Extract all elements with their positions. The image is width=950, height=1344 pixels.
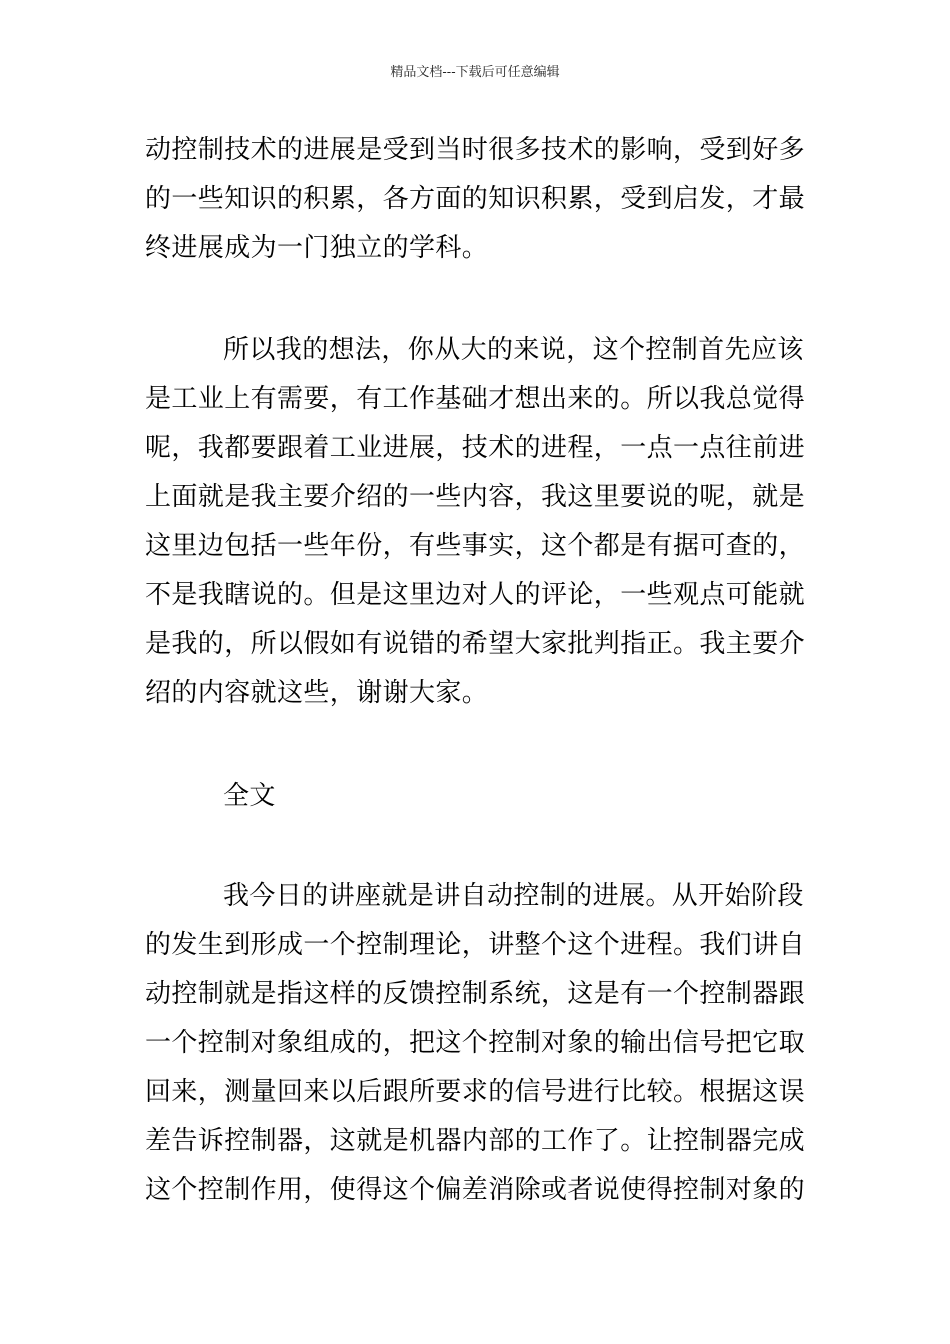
text-line: 绍的内容就这些，谢谢大家。 [145,678,489,708]
text-line: 的发生到形成一个控制理论，讲整个这个进程。我们讲自 [145,930,806,960]
text-line: 动控制技术的进展是受到当时很多技术的影响，受到好多 [145,135,806,165]
paragraph-3 [145,872,807,1215]
section-heading [145,772,807,821]
text-line: 终进展成为一门独立的学科。 [145,233,489,263]
paragraph-1 [145,126,807,273]
text-line: 是我的，所以假如有说错的希望大家批判指正。我主要介 [145,629,806,659]
text-line: 所以我的想法，你从大的来说，这个控制首先应该 [223,335,804,365]
text-line: 动控制就是指这样的反馈控制系统，这是有一个控制器跟 [145,979,806,1009]
text-line: 呢，我都要跟着工业进展，技术的进程，一点一点往前进 [145,433,806,463]
page-header: 精品文档---下载后可任意编辑 [390,65,560,80]
text-line: 一个控制对象组成的，把这个控制对象的输出信号把它取 [145,1028,806,1058]
text-line: 这个控制作用，使得这个偏差消除或者说使得控制对象的 [145,1175,806,1205]
text-line: 的一些知识的积累，各方面的知识积累，受到启发，才最 [145,184,806,214]
text-line: 回来，测量回来以后跟所要求的信号进行比较。根据这误 [145,1077,806,1107]
text-line: 不是我瞎说的。但是这里边对人的评论，一些观点可能就 [145,580,806,610]
text-line: 我今日的讲座就是讲自动控制的进展。从开始阶段 [223,881,804,911]
text-line: 这里边包括一些年份，有些事实，这个都是有据可查的， [145,531,806,561]
text-line: 差告诉控制器，这就是机器内部的工作了。让控制器完成 [145,1126,806,1156]
paragraph-2 [145,326,807,718]
section-heading-text: 全文 [223,781,276,811]
text-line: 是工业上有需要，有工作基础才想出来的。所以我总觉得 [145,384,806,414]
text-line: 上面就是我主要介绍的一些内容，我这里要说的呢，就是 [145,482,806,512]
